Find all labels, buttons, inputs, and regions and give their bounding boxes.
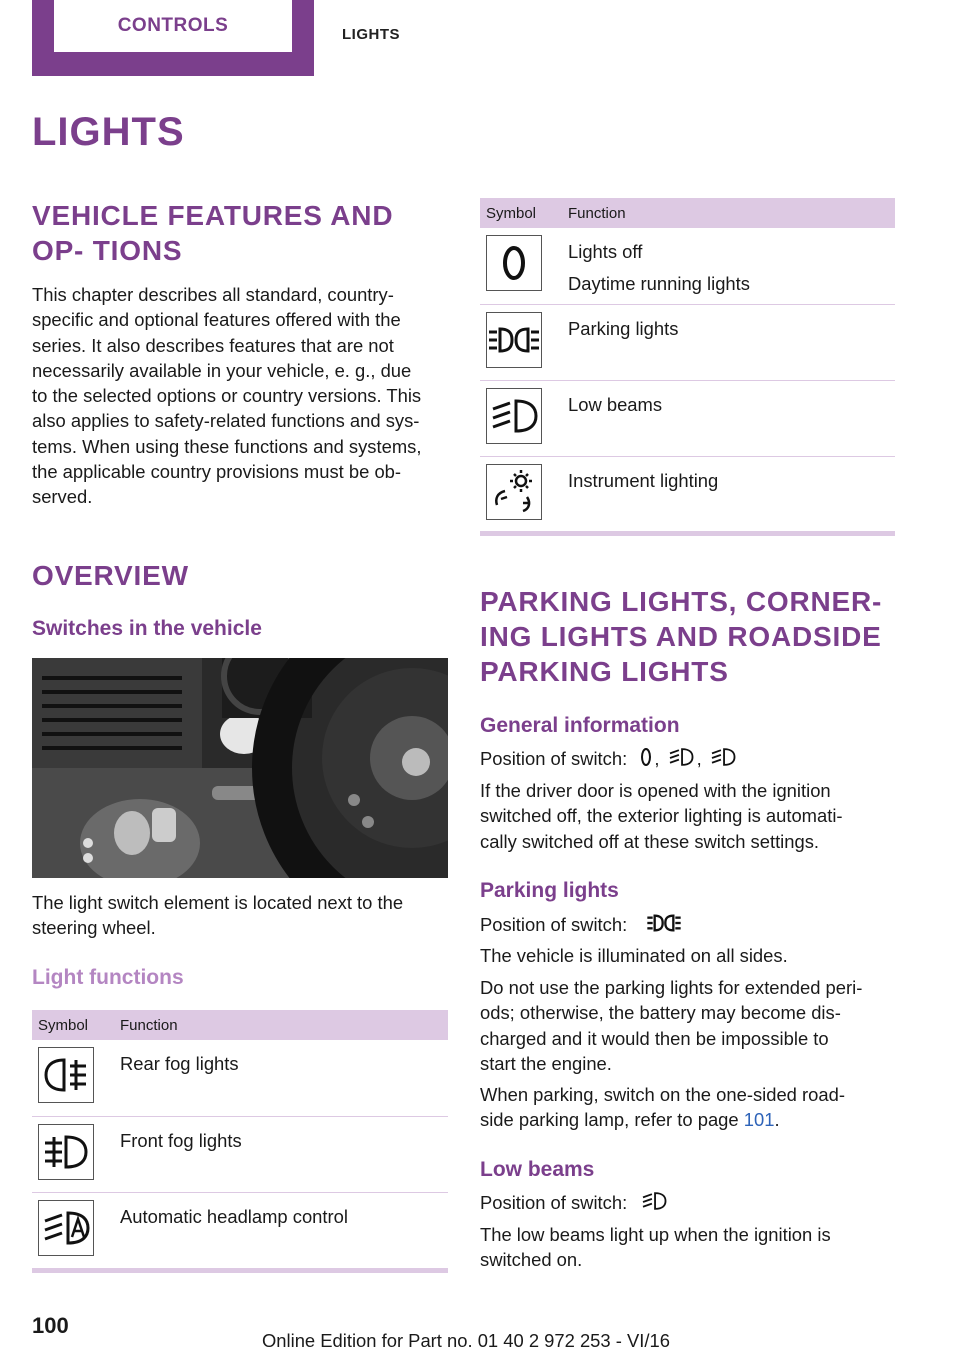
text-line: served. — [32, 486, 93, 508]
text-span: side parking lamp, refer to page — [480, 1109, 744, 1131]
text-line: When parking, switch on the one-sided road‐ — [480, 1084, 845, 1105]
table-row — [32, 1192, 448, 1268]
parking-lights-icon — [640, 911, 688, 941]
symbol-cell — [32, 1192, 120, 1268]
general-paragraph — [480, 778, 900, 854]
low-beams-icon — [486, 388, 542, 444]
symbol-cell — [480, 228, 568, 304]
photo-caption — [32, 890, 452, 941]
parking-paragraph-2 — [480, 975, 900, 1076]
col-header-symbol: Symbol — [480, 198, 568, 228]
table-header-row — [480, 198, 895, 228]
parking-paragraph-1: The vehicle is illuminated on all sides. — [480, 945, 788, 966]
light-functions-heading: Light functions — [32, 966, 184, 989]
function-cell — [568, 228, 895, 304]
symbol-cell — [32, 1116, 120, 1192]
switches-heading: Switches in the vehicle — [32, 617, 262, 640]
text-line: steering wheel. — [32, 917, 156, 939]
rear-fog-light-icon — [38, 1047, 94, 1103]
text-line: specific and optional features offered with the — [32, 309, 401, 331]
text-line: start the engine. — [480, 1052, 612, 1074]
overview-heading: OVERVIEW — [32, 560, 189, 591]
text-line: Do not use the parking lights for extended peri‐ — [480, 977, 863, 998]
symbol-cell — [480, 304, 568, 380]
table-header-row — [32, 1010, 448, 1040]
header-tab-label: CONTROLS — [54, 0, 292, 52]
parking-paragraph-3 — [480, 1082, 900, 1133]
function-cell: Low beams — [568, 380, 895, 456]
text-line — [480, 1107, 900, 1132]
features-paragraph — [32, 282, 452, 510]
table-bottom-rule — [480, 531, 895, 536]
table-row — [32, 1040, 448, 1116]
text-line: If the driver door is opened with the ignition — [480, 780, 831, 801]
text-line: the applicable country provisions must be ob‐ — [32, 461, 402, 483]
text-line: to the selected options or country versions. This — [32, 385, 422, 407]
table-row — [480, 456, 895, 532]
low-beams-icon — [667, 746, 695, 774]
front-fog-light-icon — [38, 1124, 94, 1180]
instrument-lighting-icon — [486, 464, 542, 520]
parking-lights-icon — [486, 312, 542, 368]
function-cell: Rear fog lights — [120, 1040, 448, 1116]
general-position-line: Position of switch: , , — [480, 746, 900, 774]
page-title: LIGHTS — [32, 110, 185, 154]
text-line: switched off, the exterior lighting is automati‐ — [480, 805, 843, 827]
position-label: Position of switch: — [480, 1192, 628, 1214]
function-cell: Instrument lighting — [568, 469, 719, 491]
text-line: The light switch element is located next to the — [32, 892, 404, 913]
features-heading — [32, 198, 448, 268]
position-label: Position of switch: — [480, 914, 628, 936]
table-bottom-rule — [32, 1268, 448, 1273]
low-beams-heading: Low beams — [480, 1158, 595, 1181]
symbol-cell — [32, 1040, 120, 1116]
parking-lights-section-heading: PARKING LIGHTS, CORNER‐ ING LIGHTS AND ROADSIDE PARKING LIGHTS — [480, 586, 883, 687]
light-functions-table — [32, 1010, 448, 1268]
text-line: series. It also describes features that are not — [32, 334, 394, 356]
position-label: Position of switch: — [480, 748, 628, 770]
features-heading-text: VEHICLE FEATURES AND OP‐ TIONS — [32, 200, 394, 266]
parking-lights-heading: Parking lights — [480, 879, 619, 902]
table-row — [480, 380, 895, 456]
text-line: This chapter describes all standard, country‐ — [32, 284, 394, 305]
low-beams-icon — [640, 1190, 668, 1218]
col-header-symbol: Symbol — [32, 1010, 120, 1040]
text-line: tems. When using these functions and systems, — [32, 435, 422, 457]
page-reference-link[interactable]: 101 — [743, 1109, 775, 1131]
switch-symbols-table — [480, 198, 895, 532]
automatic-headlamp-icon — [709, 746, 737, 774]
text-line: charged and it would then be impossible to — [480, 1027, 829, 1049]
col-header-function: Function — [120, 1010, 448, 1040]
symbol-cell — [480, 380, 568, 456]
table-row — [480, 304, 895, 380]
symbol-cell — [480, 456, 568, 532]
page-number: 100 — [32, 1313, 69, 1338]
dashboard-photo — [32, 658, 448, 878]
col-header-function: Function — [568, 198, 895, 228]
text-line: Lights off — [568, 241, 643, 262]
text-line: Daytime running lights — [568, 273, 750, 294]
lights-off-icon — [640, 747, 652, 773]
text-span: . — [774, 1109, 780, 1131]
function-cell: Parking lights — [568, 304, 895, 380]
automatic-headlamp-icon — [38, 1200, 94, 1256]
text-line: also applies to safety-related functions and sys‐ — [32, 410, 420, 432]
text-line: necessarily available in your vehicle, e. g., due — [32, 359, 412, 381]
text-line: switched on. — [480, 1249, 583, 1271]
header-section-label: LIGHTS — [342, 26, 400, 43]
text-line: cally switched off at these switch settings. — [480, 830, 820, 852]
table-row — [480, 228, 895, 304]
function-cell: Front fog lights — [120, 1116, 448, 1192]
text-line: ods; otherwise, the battery may become dis‐ — [480, 1002, 841, 1024]
function-cell: Automatic headlamp control — [120, 1205, 348, 1227]
low-beams-position-line — [480, 1190, 900, 1218]
table-row — [32, 1116, 448, 1192]
low-beams-paragraph — [480, 1222, 900, 1273]
header-tab — [32, 0, 314, 76]
parking-position-line — [480, 911, 900, 941]
general-information-heading: General information — [480, 714, 680, 737]
lights-off-icon — [486, 235, 542, 291]
text-line: The low beams light up when the ignition is — [480, 1224, 831, 1245]
footer-edition: Online Edition for Part no. 01 40 2 972 253 - VI/16 — [262, 1330, 670, 1351]
